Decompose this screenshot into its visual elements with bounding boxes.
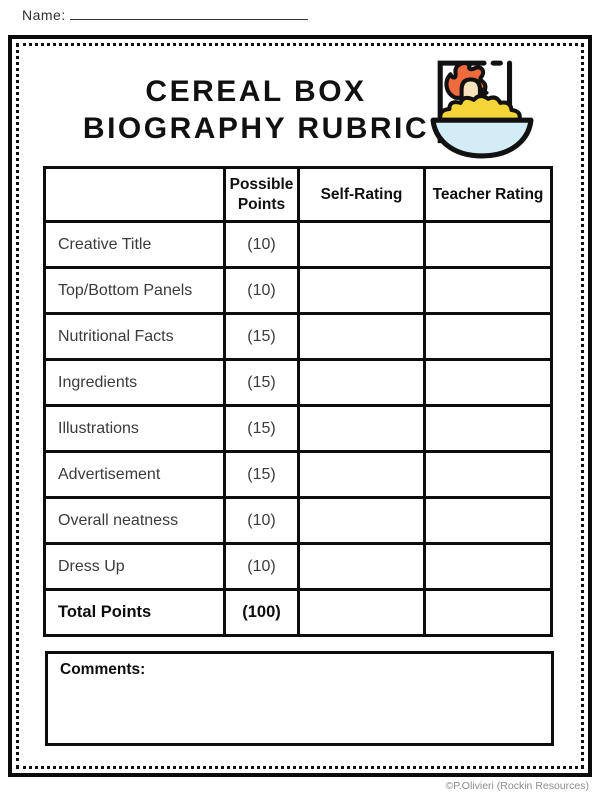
total-points-row: [45, 590, 552, 636]
self-rating-cell[interactable]: [299, 268, 425, 314]
row-points: (15): [225, 406, 299, 452]
row-label: Total Points: [45, 590, 225, 636]
self-rating-cell[interactable]: [299, 360, 425, 406]
teacher-rating-cell[interactable]: [425, 314, 552, 360]
header-possible-points: Possible Points: [225, 168, 299, 222]
rubric-header-row: [45, 168, 552, 222]
page-title-line1: CEREAL BOX: [145, 75, 367, 108]
self-rating-cell[interactable]: [299, 222, 425, 268]
teacher-rating-cell[interactable]: [425, 222, 552, 268]
copyright-credit: ©P.Olivieri (Rockin Resources): [445, 780, 589, 792]
comments-box[interactable]: [45, 651, 554, 746]
row-label: Overall neatness: [45, 498, 225, 544]
comments-label: Comments:: [60, 661, 146, 678]
teacher-rating-cell[interactable]: [425, 544, 552, 590]
self-rating-cell[interactable]: [299, 544, 425, 590]
row-points: (15): [225, 360, 299, 406]
self-rating-cell[interactable]: [299, 590, 425, 636]
row-points: (10): [225, 544, 299, 590]
table-row: [45, 314, 552, 360]
row-label: Dress Up: [45, 544, 225, 590]
row-label: Top/Bottom Panels: [45, 268, 225, 314]
row-points: (15): [225, 314, 299, 360]
row-points: (10): [225, 268, 299, 314]
table-row: [45, 544, 552, 590]
teacher-rating-cell[interactable]: [425, 590, 552, 636]
self-rating-cell[interactable]: [299, 452, 425, 498]
header-category: [45, 168, 225, 222]
cereal-box-and-bowl-icon: [426, 57, 538, 161]
table-row: [45, 406, 552, 452]
table-row: [45, 222, 552, 268]
header-self-rating: Self-Rating: [299, 168, 425, 222]
name-label: Name:: [22, 7, 66, 23]
worksheet-frame: [8, 35, 592, 777]
table-row: [45, 360, 552, 406]
table-row: [45, 498, 552, 544]
teacher-rating-cell[interactable]: [425, 268, 552, 314]
page-title-line2: BIOGRAPHY RUBRIC: [82, 112, 430, 145]
teacher-rating-cell[interactable]: [425, 452, 552, 498]
teacher-rating-cell[interactable]: [425, 498, 552, 544]
row-label: Nutritional Facts: [45, 314, 225, 360]
self-rating-cell[interactable]: [299, 314, 425, 360]
row-points: (15): [225, 452, 299, 498]
rubric-table: [43, 166, 553, 637]
row-points: (10): [225, 498, 299, 544]
header-teacher-rating: Teacher Rating: [425, 168, 552, 222]
page-title: [30, 73, 482, 147]
teacher-rating-cell[interactable]: [425, 360, 552, 406]
name-input-line[interactable]: [70, 6, 308, 20]
table-row: [45, 268, 552, 314]
row-label: Illustrations: [45, 406, 225, 452]
table-row: [45, 452, 552, 498]
row-points: (10): [225, 222, 299, 268]
row-label: Ingredients: [45, 360, 225, 406]
row-label: Creative Title: [45, 222, 225, 268]
self-rating-cell[interactable]: [299, 406, 425, 452]
teacher-rating-cell[interactable]: [425, 406, 552, 452]
row-label: Advertisement: [45, 452, 225, 498]
name-row: [22, 6, 308, 23]
self-rating-cell[interactable]: [299, 498, 425, 544]
row-points: (100): [225, 590, 299, 636]
